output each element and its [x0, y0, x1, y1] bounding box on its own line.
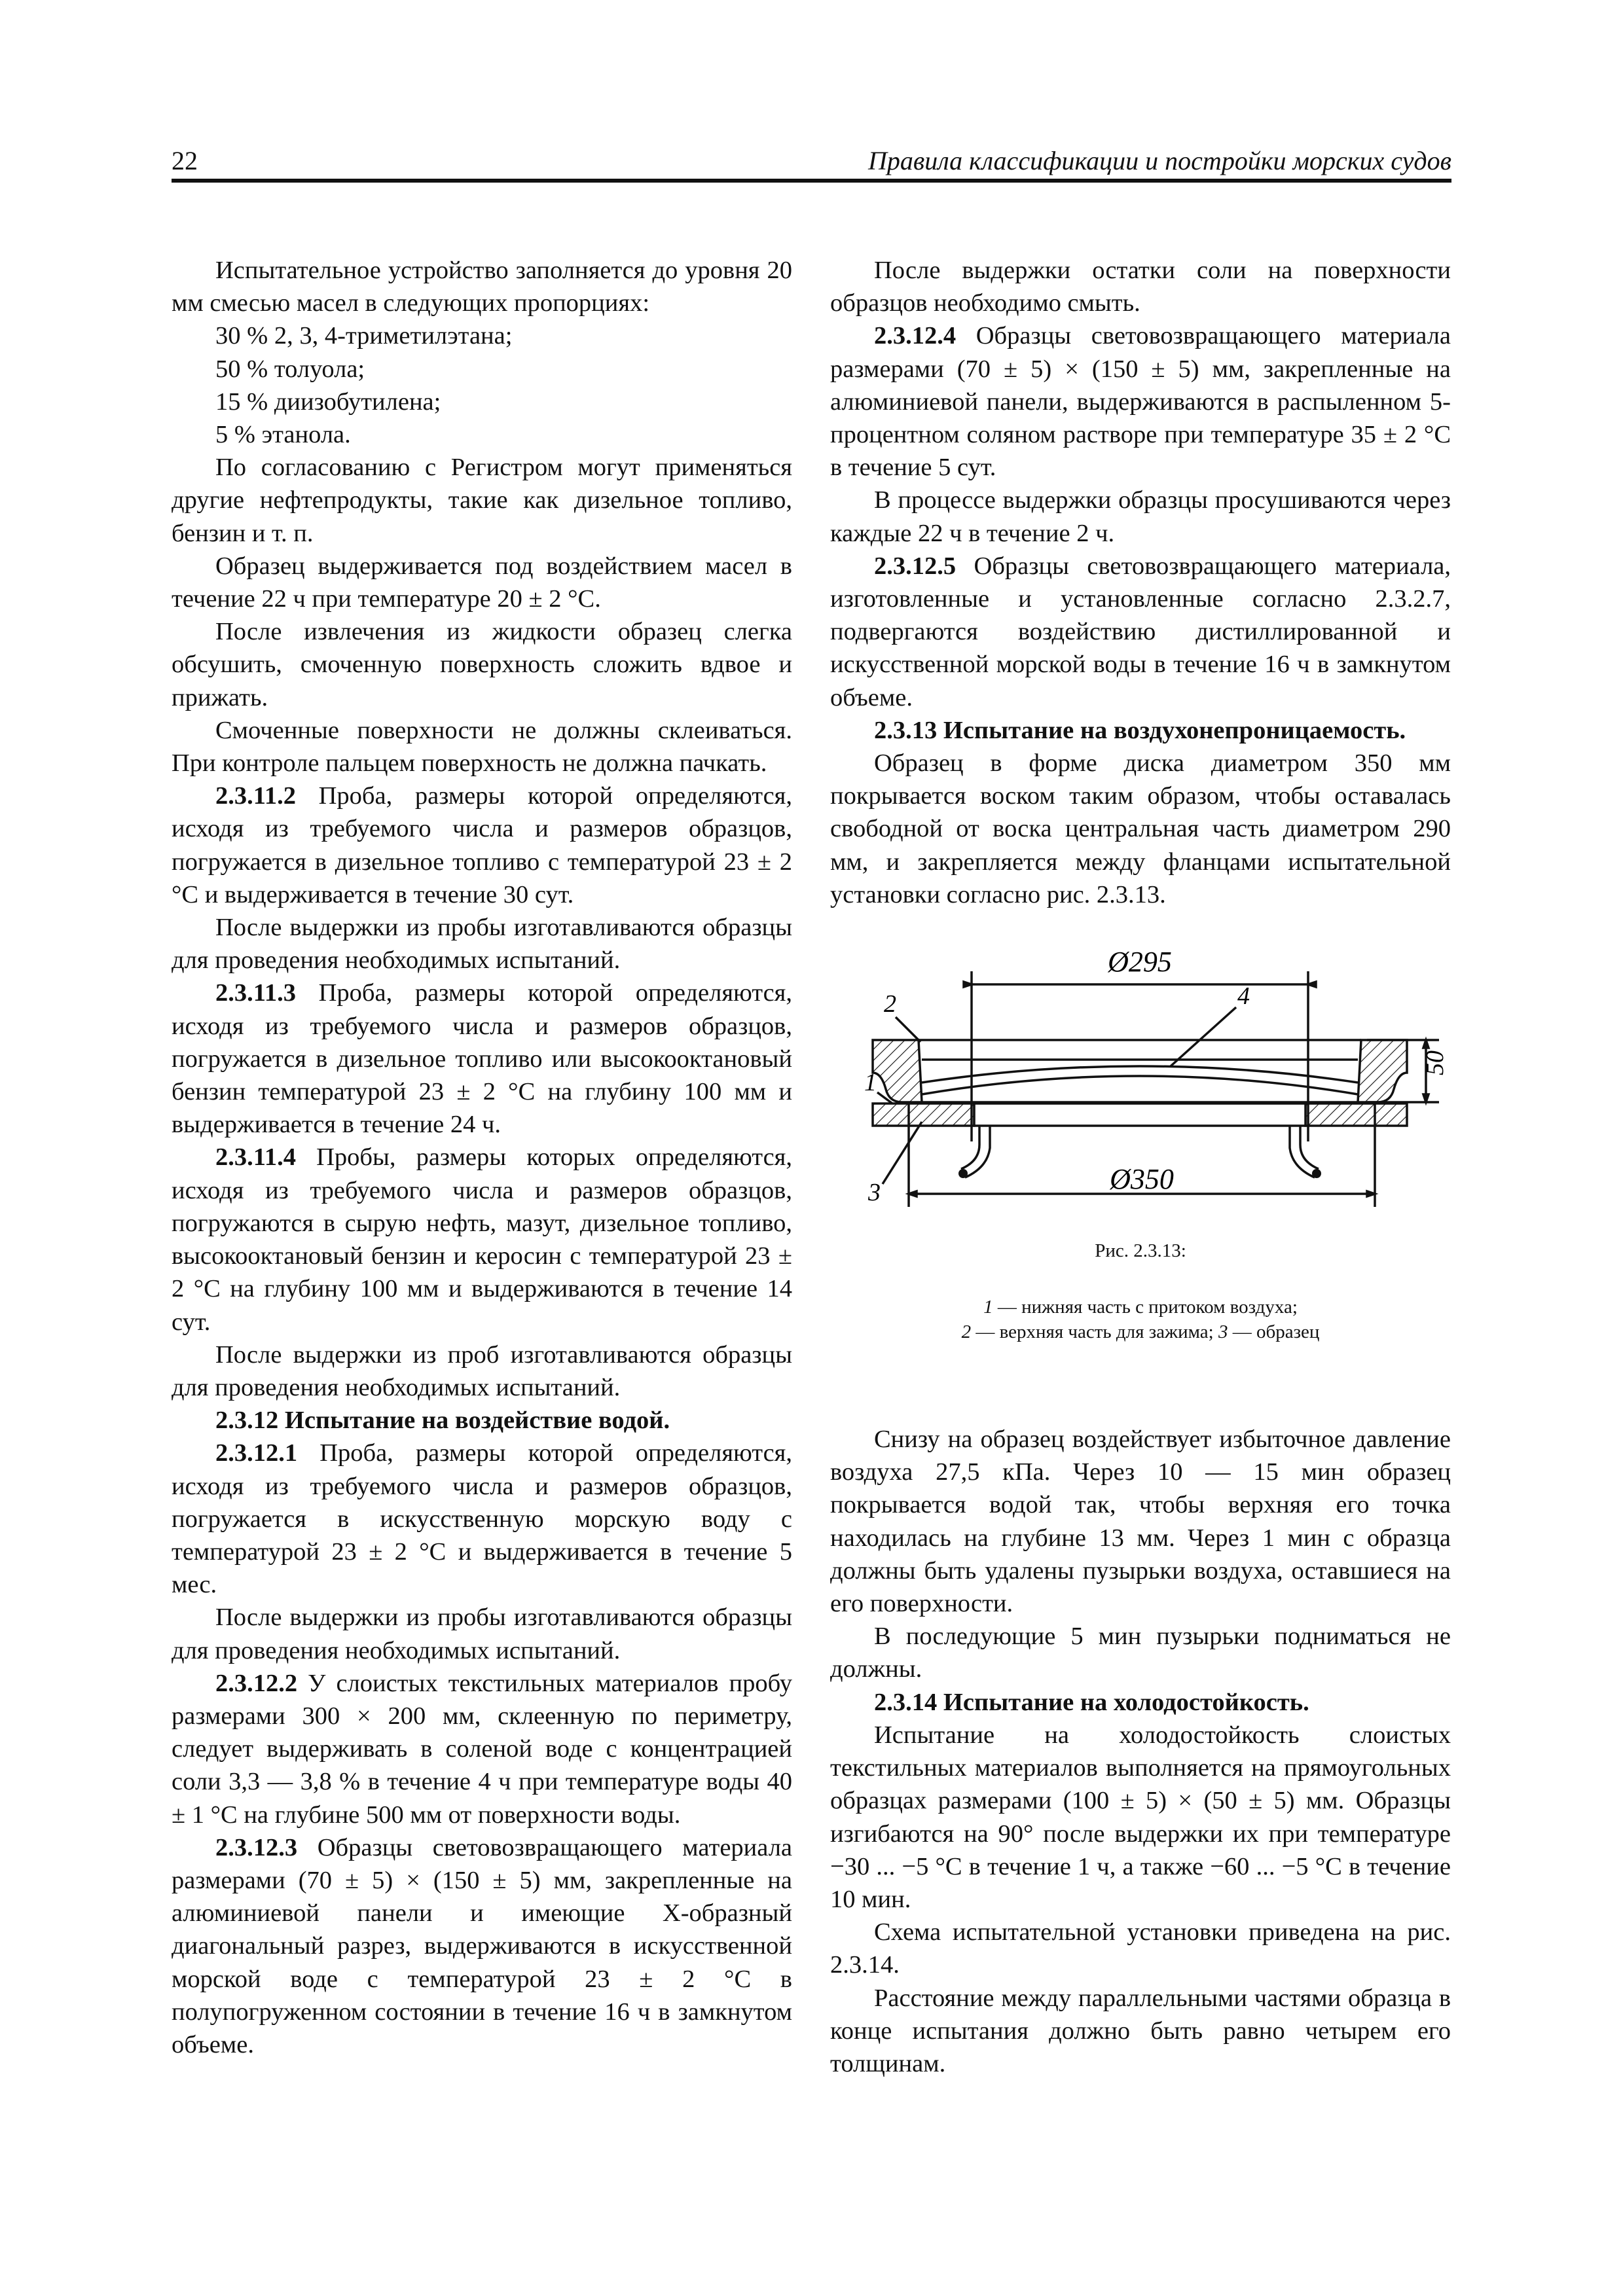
section-2-3-12-3: [172, 1831, 792, 2061]
label-1: 1: [864, 1069, 877, 1097]
heading-text: 2.3.14 Испытание на холодостойкость.: [874, 1688, 1309, 1716]
section-2-3-11-2: [172, 780, 792, 911]
heading-text: 2.3.12 Испытание на воздействие водой.: [215, 1407, 670, 1435]
paragraph: После выдержки из пробы изготавливаются образцы для проведения необходимых испытаний.: [172, 914, 792, 975]
list-item: 50 % толуола;: [215, 355, 365, 383]
paragraph: Снизу на образец воздействует избыточное давление воздуха 27,5 кПа. Через 10 — 15 мин образец покрывается водой так, чтобы верхняя его точка находилась на глубине 13 мм. Через 1 мин с образца должны быть удалены пузырьки воздуха, оставшиеся на его поверхности.: [830, 1426, 1451, 1618]
right-column: [830, 254, 1451, 2080]
list-item: 5 % этанола.: [215, 421, 351, 449]
section-number: 2.3.11.2: [215, 782, 297, 810]
paragraph: Образец в форме диска диаметром 350 мм покрывается воском таким образом, чтобы оставалась свободной от воска центральная часть диаметром 290 мм, и закрепляется между фланцами испытательной установки согласно рис. 2.3.13.: [830, 749, 1451, 908]
section-text: Пробы, размеры которых определяются, исходя из требуемого числа и размеров образцов, погружаются в сырую нефть, мазут, дизельное топливо, высокооктановый бензин и керосин с температурой 23 ± 2 °С на глубину 100 мм и выдерживаются в течение 14 сут.: [172, 1143, 792, 1336]
section-number: 2.3.11.4: [215, 1143, 297, 1172]
dimension-height-50: 50: [1421, 1050, 1449, 1076]
section-2-3-12-1: [172, 1437, 792, 1601]
paragraph: После извлечения из жидкости образец слегка обсушить, смоченную поверхность сложить вдвое и прижать.: [172, 618, 792, 711]
paragraph: Испытание на холодостойкость слоистых текстильных материалов выполняется на прямоугольных образцах размерами (100 ± 5) × (50 ± 5) мм. Образцы изгибаются на 90° после выдержки их при температуре −30 ... −5 °С в течение 1 ч, а также −60 ... −5 °С в течение 10 мин.: [830, 1721, 1451, 1913]
dimension-diameter-350: Ø350: [1110, 1163, 1174, 1196]
section-number: 2.3.12.3: [215, 1833, 298, 1861]
paragraph: Испытательное устройство заполняется до уровня 20 мм смесью масел в следующих пропорциях:: [172, 257, 792, 317]
section-text: Проба, размеры которой определяются, исходя из требуемого числа и размеров образцов, погружается в дизельное топливо с температурой 23 ± 2 °С и выдерживается в течение 30 сут.: [172, 782, 792, 908]
paragraph: По согласованию с Регистром могут применяться другие нефтепродукты, такие как дизельное топливо, бензин и т. п.: [172, 454, 792, 547]
section-number: 2.3.11.3: [215, 979, 297, 1007]
paragraph: В последующие 5 мин пузырьки подниматься не должны.: [830, 1623, 1451, 1683]
section-text: Проба, размеры которой определяются, исходя из требуемого числа и размеров образцов, погружается в дизельное топливо или высокооктановый бензин температурой 23 ± 2 °С на глубину 100 мм и выдерживается в течение 24 ч.: [172, 979, 792, 1139]
list-item: 30 % 2, 3, 4-триметилэтана;: [215, 322, 513, 350]
header-rule: [172, 179, 1451, 183]
left-column: [172, 254, 792, 2061]
legend-text: — нижняя часть с притоком воздуха;: [993, 1297, 1298, 1318]
paragraph: После выдержки из пробы изготавливаются образцы для проведения необходимых испытаний.: [172, 1604, 792, 1664]
section-2-3-12-4: [830, 319, 1451, 484]
heading-text: 2.3.13 Испытание на воздухонепроницаемость.: [874, 716, 1406, 744]
air-inlet-end: [958, 1169, 968, 1178]
section-text: Образцы световозвращающего материала, изготовленные и установленные согласно 2.3.2.7, подвергаются воздействию дистиллированной и искусственной морской воды в течение 16 ч в замкнутом объеме.: [830, 552, 1451, 711]
section-text: Проба, размеры которой определяются, исходя из требуемого числа и размеров образцов, погружается в искусственную морскую воду с температурой 23 ± 2 °С и выдерживается в течение 5 мес.: [172, 1439, 792, 1599]
figure-title: Рис. 2.3.13:: [1095, 1240, 1186, 1262]
label-4: 4: [1237, 982, 1250, 1011]
section-number: 2.3.12.2: [215, 1669, 298, 1697]
test-rig-diagram: [830, 925, 1451, 1233]
air-inlet-end: [1312, 1169, 1321, 1178]
label-2: 2: [884, 990, 896, 1018]
section-number: 2.3.12.4: [874, 322, 957, 350]
section-text: Образцы световозвращающего материала размерами (70 ± 5) × (150 ± 5) мм, закрепленные на алюминиевой панели и имеющие Х-образный диагональный разрез, выдерживаются в искусственной морской воде с температурой 23 ± 2 °С в полупогруженном состоянии в течение 16 ч в замкнутом объеме.: [172, 1833, 792, 2058]
section-text: У слоистых текстильных материалов пробу размерами 300 × 200 мм, склеенную по периметру, следует выдерживать в соленой воде с концентрацией соли 3,3 — 3,8 % в течение 4 ч при температуре воды 40 ± 1 °С на глубине 500 мм от поверхности воды.: [172, 1669, 792, 1829]
paragraph: Схема испытательной установки приведена на рис. 2.3.14.: [830, 1918, 1451, 1979]
paragraph: Образец выдерживается под воздействием масел в течение 22 ч при температуре 20 ± 2 °С.: [172, 552, 792, 613]
legend-num: 1: [983, 1297, 993, 1318]
paragraph: После выдержки из проб изготавливаются образцы для проведения необходимых испытаний.: [172, 1340, 792, 1401]
section-heading-2-3-12: [172, 1404, 792, 1437]
figure-legend: [830, 1295, 1451, 1344]
section-2-3-11-4: [172, 1141, 792, 1338]
running-title: Правила классификации и постройки морских судов: [867, 146, 1451, 175]
legend-text: — образец: [1228, 1321, 1320, 1343]
legend-num: 2: [961, 1321, 972, 1343]
paragraph: В процессе выдержки образцы просушиваются через каждые 22 ч в течение 2 ч.: [830, 486, 1451, 547]
section-2-3-12-5: [830, 550, 1451, 714]
section-2-3-11-3: [172, 977, 792, 1141]
page-number: 22: [172, 146, 198, 175]
label-3: 3: [868, 1179, 881, 1207]
figure-2-3-13: [830, 925, 1451, 1423]
list-item: 15 % диизобутилена;: [215, 387, 441, 416]
legend-text: — верхняя часть для зажима;: [971, 1321, 1218, 1343]
paragraph: Расстояние между параллельными частями образца в конце испытания должно быть равно четырем его толщинам.: [830, 1984, 1451, 2077]
dimension-diameter-295: Ø295: [1108, 946, 1172, 978]
paragraph: После выдержки остатки соли на поверхности образцов необходимо смыть.: [830, 257, 1451, 317]
section-text: Образцы световозвращающего материала размерами (70 ± 5) × (150 ± 5) мм, закрепленные на алюминиевой панели, выдерживаются в распыленном 5-процентном соляном растворе при температуре 35 ± 2 °С в течение 5 сут.: [830, 322, 1451, 482]
section-number: 2.3.12.5: [874, 552, 957, 580]
legend-num: 3: [1218, 1321, 1228, 1343]
section-heading-2-3-13: [830, 714, 1451, 747]
section-number: 2.3.12.1: [215, 1439, 298, 1467]
section-2-3-12-2: [172, 1667, 792, 1831]
paragraph: Смоченные поверхности не должны склеиваться. При контроле пальцем поверхность не должна пачкать.: [172, 716, 792, 778]
section-heading-2-3-14: [830, 1686, 1451, 1719]
